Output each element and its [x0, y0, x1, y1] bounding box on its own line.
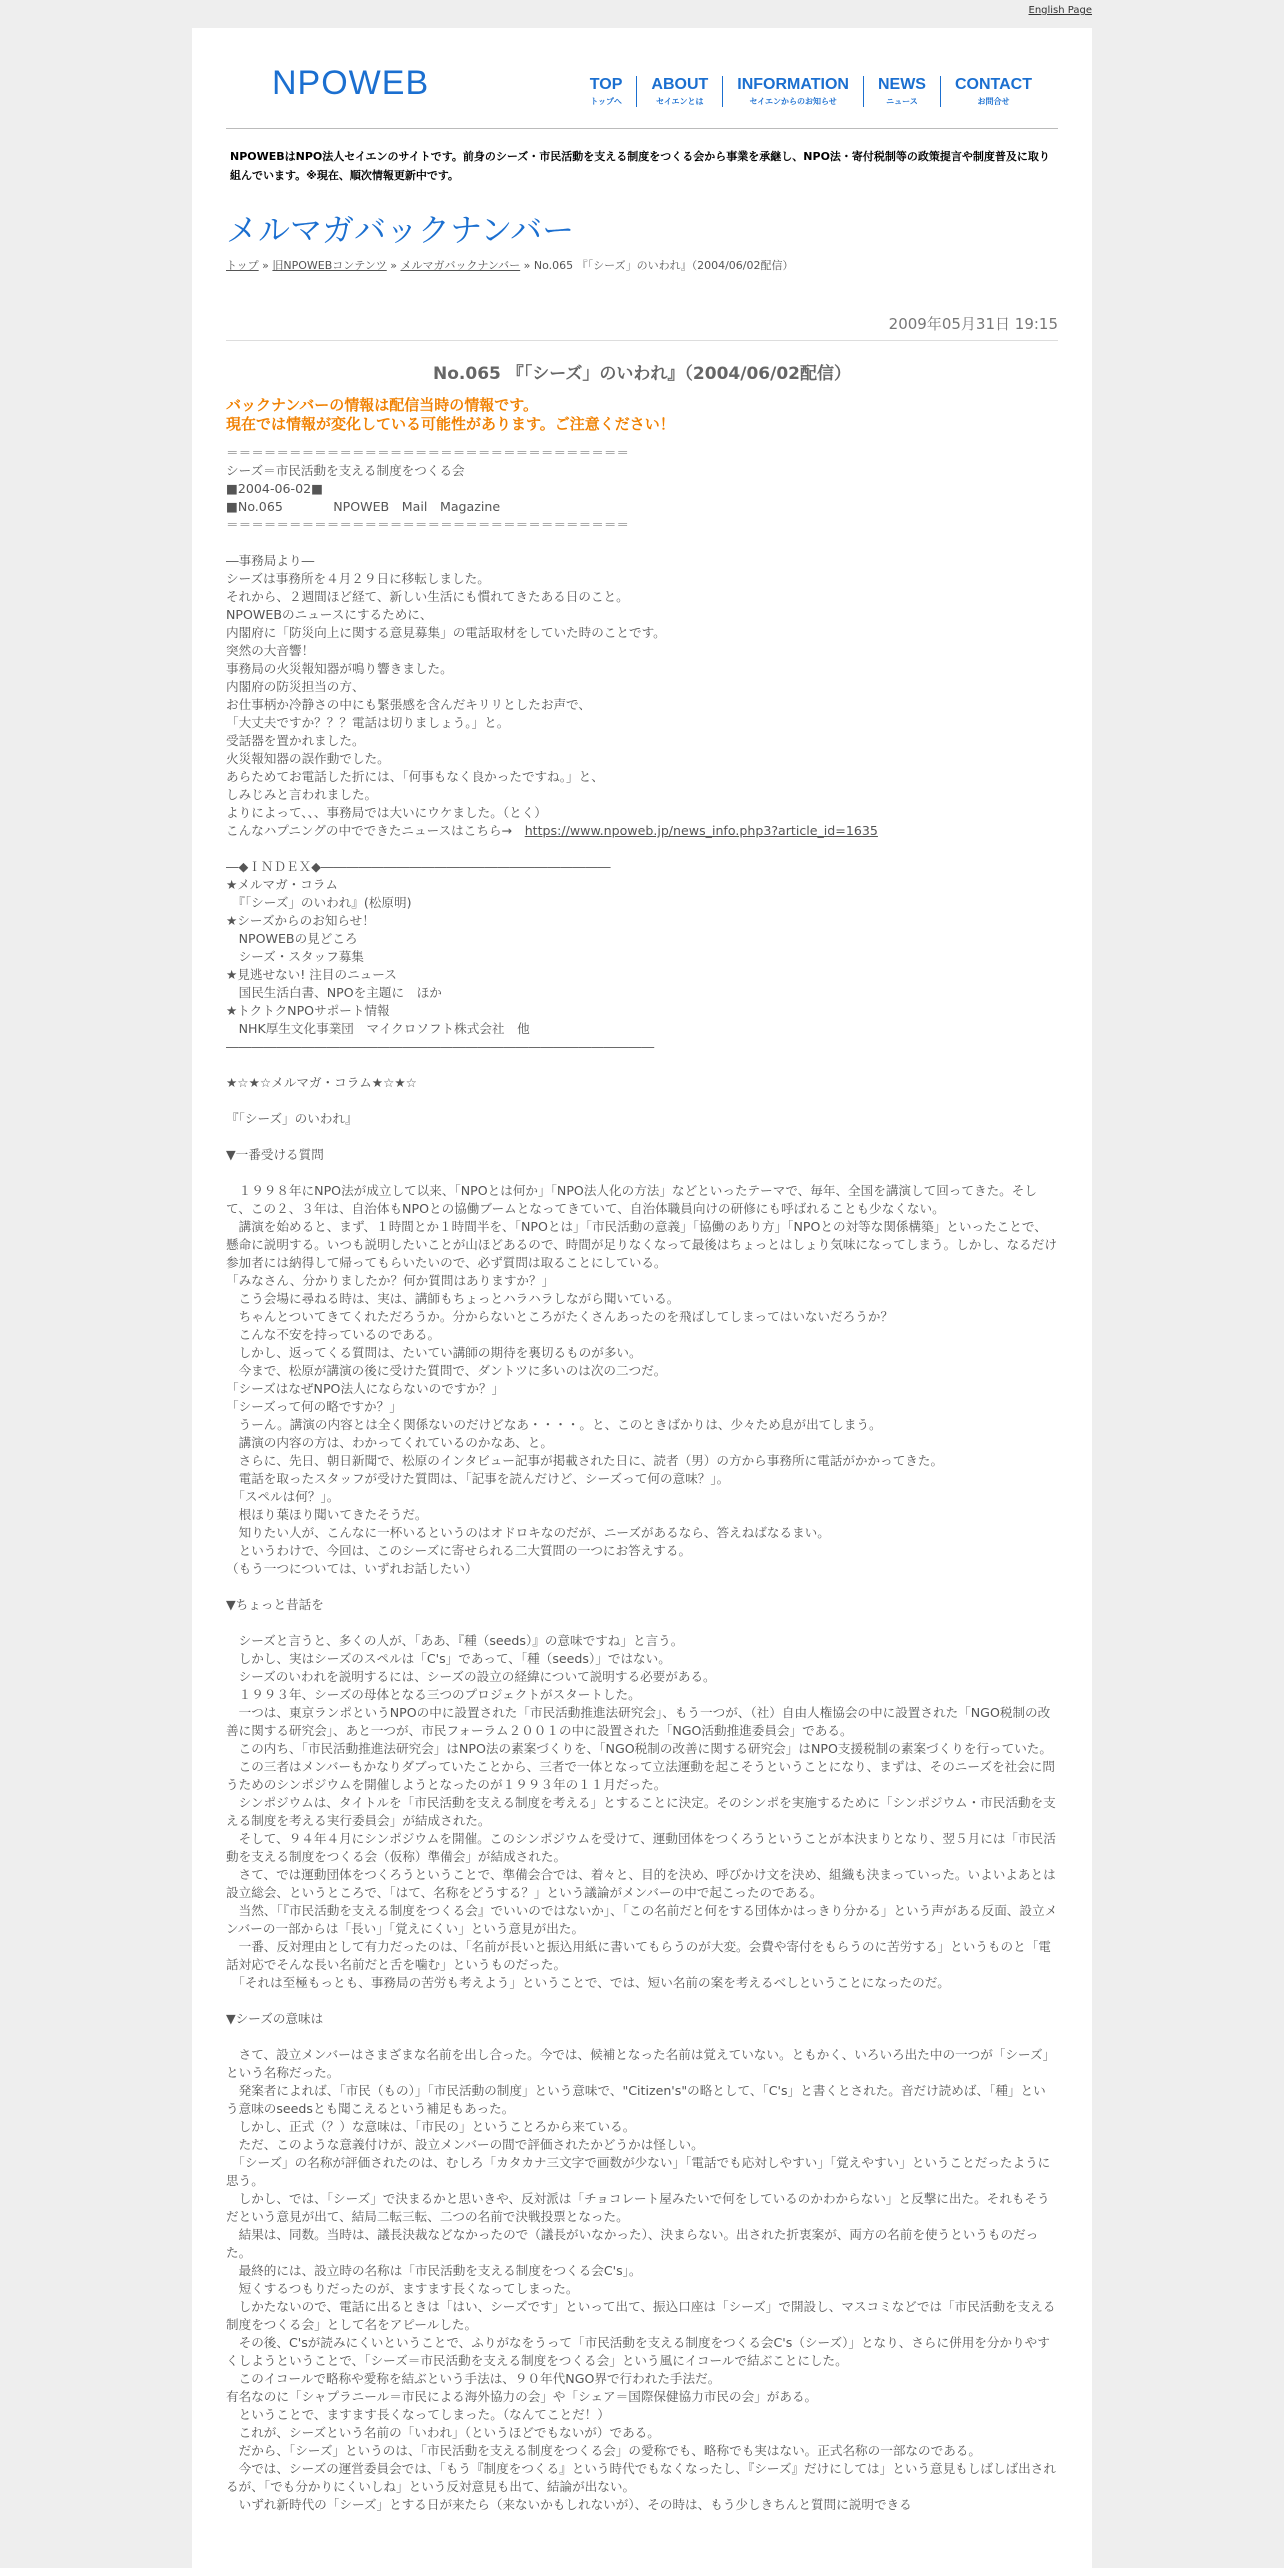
text-line: 「スペルは何？」。: [226, 1489, 340, 1504]
text-line: 知りたい人が、こんなに一杯いるというのはオドロキなのだが、ニーズがあるなら、答えねばなるまい。: [226, 1525, 830, 1540]
text-line: このイコールで略称や愛称を結ぶという手法は、９０年代NGO界で行われた手法だ。: [226, 2371, 721, 2386]
nav-contact[interactable]: [940, 76, 1046, 107]
main-nav: [576, 76, 1046, 107]
text-line: 一番、反対理由として有力だったのは、「名前が長いと振込用紙に書いてもらうのが大変。会費や寄付をもらうのに苦労する」というものと「電話対応でそんな長い名前だと舌を噛む」というものだった。: [226, 1939, 1051, 1972]
breadcrumb-sep: »: [386, 259, 401, 272]
text-line: 有名なのに「シャプラニール＝市民による海外協力の会」や「シェア＝国際保健協力市民の会」がある。: [226, 2389, 818, 2404]
text-line: しかし、正式（？）な意味は、「市民の」ということろから来ている。: [226, 2119, 636, 2134]
text-line: 最終的には、設立時の名称は「市民活動を支える制度をつくる会C's」。: [226, 2263, 642, 2278]
text-line: 短くするつもりだったのが、ますます長くなってしまった。: [226, 2281, 579, 2296]
text-line: いずれ新時代の「シーズ」とする日が来たら（来ないかもしれないが）、その時は、もう少しきちんと質問に説明できる: [226, 2497, 912, 2512]
text-line: ★トクトクNPOサポート情報: [226, 1003, 390, 1018]
column-heading: ★☆★☆メルマガ・コラム★☆★☆: [226, 1075, 417, 1090]
text-line: 突然の大音響！: [226, 643, 315, 658]
text-line: 講演を始めると、まず、１時間とか１時間半を、「NPOとは」「市民活動の意義」「協働のあり方」「NPOとの対等な関係構築」といったことで、懸命に説明する。いつも説明したいことが山ほどあるので、時間が足りなくなって最後はちょっとはしょり気味になってしまう。しかし、なるだけ参加者には納得して帰ってもらいたいので、必ず質問は取ることにしている。: [226, 1219, 1057, 1270]
text-line: 事務局の火災報知器が鳴り響きました。: [226, 661, 453, 676]
text-line: しかし、返ってくる質問は、たいてい講師の期待を裏切るものが多い。: [226, 1345, 642, 1360]
text-line: NHK厚生文化事業団 マイクロソフト株式会社 他: [226, 1021, 530, 1036]
text-line: 『「シーズ」のいわれ』(松原明): [226, 895, 412, 910]
text-line: 「大丈夫ですか？？？電話は切りましょう。」と。: [226, 715, 510, 730]
text-line: 根ほり葉ほり聞いてきたそうだ。: [226, 1507, 428, 1522]
text-line: この三者はメンバーもかなりダブっていたことから、三者で一体となって立法運動を起こそうということになり、まずは、そのニーズを社会に問うためのシンポジウムを開催しようとなったのが１９９３年の１１月だった。: [226, 1759, 1055, 1792]
breadcrumb: [226, 257, 1058, 273]
text-line: ★見逃せない! 注目のニュース: [226, 967, 397, 982]
warning-line-2: 現在では情報が変化している可能性があります。ご注意ください！: [226, 415, 675, 433]
news-article-link[interactable]: https://www.npoweb.jp/news_info.php3?article_id=1635: [524, 823, 878, 838]
text-line: ―事務局より―: [226, 553, 315, 568]
top-bar: [0, 0, 1284, 30]
text-line: １９９８年にNPO法が成立して以来、「NPOとは何か」「NPO法人化の方法」などといったテーマで、毎年、全国を講演して回ってきた。そして、この２、３年は、自治体もNPOとの協働ブームとなってきていて、自治体職員向けの研修にも呼ばれることも少なくない。: [226, 1183, 1037, 1216]
text-line: うーん。講演の内容とは全く関係ないのだけどなあ・・・・。と、このときばかりは、少々ため息が出てしまう。: [226, 1417, 882, 1432]
text-line: シーズと言うと、多くの人が、「ああ、『種（seeds）』の意味ですね」と言う。: [226, 1633, 684, 1648]
text-line: ちゃんとついてきてくれただろうか。分からないところがたくさんあったのを飛ばしてしまってはいないだろうか？: [226, 1309, 894, 1324]
text-line: しかし、実はシーズのスペルは「C's」であって、「種（seeds）」ではない。: [226, 1651, 671, 1666]
text-line: しかし、では、「シーズ」で決まるかと思いきや、反対派は「チョコレート屋みたいで何をしているのかわからない」と反撃に出た。それもそうだという意見が出て、結局二転三転、二つの名前で決戦投票となった。: [226, 2191, 1050, 2224]
nav-about-label: ABOUT: [651, 76, 709, 93]
text-line: シーズのいわれを説明するには、シーズの設立の経緯について説明する必要がある。: [226, 1669, 716, 1684]
breadcrumb-sep: »: [258, 259, 273, 272]
text-line: ＝＝＝＝＝＝＝＝＝＝＝＝＝＝＝＝＝＝＝＝＝＝＝＝＝＝＝＝＝＝＝＝: [226, 445, 629, 460]
text-line: これが、シーズという名前の「いわれ」（というほどでもないが）である。: [226, 2425, 660, 2440]
text-line: 「シーズって何の略ですか？」: [226, 1399, 402, 1414]
section-heading: ▼一番受ける質問: [226, 1147, 324, 1162]
text-line: ★シーズからのお知らせ！: [226, 913, 375, 928]
site-header: [226, 28, 1058, 129]
text-line: さらに、先日、朝日新聞で、松原のインタビュー記事が掲載された日に、読者（男）の方から事務所に電話がかかってきた。: [226, 1453, 944, 1468]
mail-header: [226, 444, 1058, 534]
text-line: 内閣府の防災担当の方、: [226, 679, 365, 694]
text-line: ということで、ますます長くなってしまった。（なんてことだ！）: [226, 2407, 610, 2422]
happening-text: こんなハプニングの中でできたニュースはこちら→: [226, 823, 525, 838]
text-line: さて、では運動団体をつくろうということで、準備会合では、着々と、目的を決め、呼びかけ文を決め、組織も決まっていった。いよいよあとは設立総会、というところで、「はて、名称をどうする？」という議論がメンバーの中で起こったのである。: [226, 1867, 1056, 1900]
section-heading: ▼ちょっと昔話を: [226, 1597, 324, 1612]
text-line: さて、設立メンバーはさまざまな名前を出し合った。今では、候補となった名前は覚えていない。ともかく、いろいろ出た中の一つが「シーズ」という名称だった。: [226, 2047, 1056, 2080]
site-intro: NPOWEBはNPO法人セイエンのサイトです。前身のシーズ・市民活動を支える制度をつくる会から事業を承継し、NPO法・寄付税制等の政策提言や制度普及に取り組んでいます。※現在、順次情報更新中です。: [230, 150, 1050, 182]
happening-line: [226, 822, 1058, 840]
text-line: NPOWEBの見どころ: [226, 931, 358, 946]
text-line: しみじみと言われました。: [226, 787, 378, 802]
text-line: ■No.065 NPOWEB Mail Magazine: [226, 499, 501, 514]
text-line: この内ち、「市民活動推進法研究会」はNPO法の素案づくりを、「NGO税制の改善に関する研究会」はNPO支援税制の素案づくりを行っていた。: [226, 1741, 1052, 1756]
breadcrumb-top[interactable]: トップ: [226, 259, 259, 272]
text-line: 講演の内容の方は、わかってくれているのかなあ、と。: [226, 1435, 553, 1450]
nav-top[interactable]: [576, 76, 637, 107]
text-line: お仕事柄か冷静さの中にも緊張感を含んだキリリとしたお声で、: [226, 697, 591, 712]
page-title: メルマガバックナンバー: [226, 212, 575, 248]
nav-news-sub: ニュース: [886, 97, 918, 106]
english-page-link[interactable]: English Page: [1028, 5, 1092, 16]
text-line: その後、C'sが読みにくいということで、ふりがなをうって「市民活動を支える制度をつくる会C's（シーズ）」となり、さらに併用を分かりやすくしようということで、「シーズ＝市民活動を支える制度をつくる会」という風にイコールで結ぶことにした。: [226, 2335, 1050, 2368]
nav-information[interactable]: [722, 76, 863, 107]
text-line: 発案者によれば、「市民（もの）」「市民活動の制度」という意味で、"Citizen's"の略として、「C's」と書くとされた。音だけ読めば、「種」という意味のseedsとも聞こえるという補足もあった。: [226, 2083, 1046, 2116]
breadcrumb-current: No.065 『「シーズ」のいわれ』（2004/06/02配信）: [533, 259, 794, 272]
text-line: ――――――――――――――――――――――――――――――――――: [226, 1039, 655, 1054]
text-line: 今では、シーズの運営委員会では、「もう『制度をつくる』という時代でもなくなったし、『シーズ』だけにしては」という意見もしばしば出されるが、「でも分かりにくいしね」という反対意見も出て、結論が出ない。: [226, 2461, 1056, 2494]
text-line: 今まで、松原が講演の後に受けた質問で、ダントツに多いのは次の二つだ。: [226, 1363, 667, 1378]
nav-information-sub: セイエンからのお知らせ: [749, 97, 837, 106]
text-line: だから、「シーズ」というのは、「市民活動を支える制度をつくる会」の愛称でも、略称でも実はない。正式名称の一部なのである。: [226, 2443, 981, 2458]
text-line: 「みなさん、分かりましたか？何か質問はありますか？」: [226, 1273, 555, 1288]
nav-top-label: TOP: [589, 76, 623, 93]
text-line: 電話を取ったスタッフが受けた質問は、「記事を読んだけど、シーズって何の意味？」。: [226, 1471, 730, 1486]
text-line: 「シーズ」の名称が評価されたのは、むしろ「カタカナ三文字で画数が少ない」「電話でも応対しやすい」「覚えやすい」ということだったように思う。: [226, 2155, 1051, 2188]
section-heading: ▼シーズの意味は: [226, 2011, 324, 2026]
text-line: そして、９４年４月にシンポジウムを開催。このシンポジウムを受けて、運動団体をつくろうということが本決まりとなり、翌５月には「市民活動を支える制度をつくる会（仮称）準備会」が結成された。: [226, 1831, 1056, 1864]
section-1-body: [226, 1182, 1058, 1578]
nav-news-label: NEWS: [877, 76, 926, 93]
text-line: ■2004-06-02■: [226, 481, 323, 496]
post-datetime: 2009年05月31日 19:15: [226, 313, 1058, 341]
text-line: こう会場に尋ねる時は、実は、講師もちょっとハラハラしながら聞いている。: [226, 1291, 680, 1306]
text-line: よりによって、、、事務局では大いにウケました。（とく）: [226, 805, 547, 820]
article-title: No.065 『「シーズ」のいわれ』（2004/06/02配信）: [433, 364, 851, 384]
office-note: [226, 552, 1058, 822]
text-line: 「シーズはなぜNPO法人にならないのですか？」: [226, 1381, 505, 1396]
text-line: あらためてお電話した折には、「何事もなく良かったですね。」と、: [226, 769, 604, 784]
nav-news[interactable]: [863, 76, 940, 107]
site-logo[interactable]: NPOWEB: [272, 64, 430, 102]
breadcrumb-sep: »: [520, 259, 534, 272]
text-line: １９９３年、シーズの母体となる三つのプロジェクトがスタートした。: [226, 1687, 641, 1702]
text-line: シーズ・スタッフ募集: [226, 949, 364, 964]
article-body: [226, 444, 1058, 2514]
text-line: こんな不安を持っているのである。: [226, 1327, 441, 1342]
breadcrumb-backnumber[interactable]: メルマガバックナンバー: [400, 259, 521, 272]
text-line: （もう一つについては、いずれお話したい）: [226, 1561, 478, 1576]
nav-top-sub: トップへ: [590, 97, 622, 106]
column-title: 『「シーズ」のいわれ』: [226, 1111, 358, 1126]
breadcrumb-old-content[interactable]: 旧NPOWEBコンテンツ: [272, 259, 387, 272]
nav-information-label: INFORMATION: [737, 76, 849, 93]
nav-contact-sub: お問合せ: [977, 97, 1010, 106]
text-line: ★メルマガ・コラム: [226, 877, 338, 892]
text-line: ＝＝＝＝＝＝＝＝＝＝＝＝＝＝＝＝＝＝＝＝＝＝＝＝＝＝＝＝＝＝＝＝: [226, 517, 629, 532]
text-line: 国民生活白書、NPOを主題に ほか: [226, 985, 442, 1000]
text-line: しかたないので、電話に出るときは「はい、シーズです」といって出て、振込口座は「シーズ」で開設し、マスコミなどでは「市民活動を支える制度をつくる会」として名をアピールした。: [226, 2299, 1056, 2332]
text-line: というわけで、今回は、このシーズに寄せられる二大質問の一つにお答えする。: [226, 1543, 692, 1558]
warning-line-1: バックナンバーの情報は配信当時の情報です。: [226, 396, 539, 414]
text-line: ―◆ＩＮＤＥＸ◆―――――――――――――――――――――――: [226, 859, 611, 874]
section-3-body: [226, 2046, 1058, 2514]
nav-contact-label: CONTACT: [954, 76, 1032, 93]
text-line: シーズ＝市民活動を支える制度をつくる会: [226, 463, 465, 478]
text-line: 「それは至極もっとも、事務局の苦労も考えよう」ということで、では、短い名前の案を考えるべしということになったのだ。: [226, 1975, 950, 1990]
text-line: 一つは、東京ランポというNPOの中に設置された「市民活動推進法研究会」、もう一つが、（社）自由人権協会の中に設置された「NGO税制の改善に関する研究会」、あと一つが、市民フォーラム２００１の中に設置された「NGO活動推進委員会」である。: [226, 1705, 1051, 1738]
text-line: 内閣府に「防災向上に関する意見募集」の電話取材をしていた時のことです。: [226, 625, 666, 640]
text-line: ただ、このような意義付けが、設立メンバーの間で評価されたかどうかは怪しい。: [226, 2137, 704, 2152]
text-line: 当然、「『市民活動を支える制度をつくる会』でいいのではないか」、「この名前だと何をする団体かはっきり分かる」という声がある反面、設立メンバーの一部からは「長い」「覚えにくい」という意見が出た。: [226, 1903, 1058, 1936]
nav-about[interactable]: [636, 76, 722, 107]
page-container: [192, 28, 1092, 2568]
text-line: 受話器を置かれました。: [226, 733, 365, 748]
text-line: 火災報知器の誤作動でした。: [226, 751, 390, 766]
nav-about-sub: セイエンとは: [656, 97, 704, 106]
index-block: [226, 858, 1058, 1056]
section-2-body: [226, 1632, 1058, 1992]
text-line: シーズは事務所を４月２９日に移転しました。: [226, 571, 490, 586]
text-line: それから、２週間ほど経て、新しい生活にも慣れてきたある日のこと。: [226, 589, 629, 604]
text-line: NPOWEBのニュースにするために、: [226, 607, 433, 622]
text-line: シンポジウムは、タイトルを「市民活動を支える制度を考える」とすることに決定。そのシンポを実施するために「シンポジウム・市民活動を支える制度を考える実行委員会」が結成された。: [226, 1795, 1056, 1828]
text-line: 結果は、同数。当時は、議長決裁などなかったので（議長がいなかった）、決まらない。出された折衷案が、両方の名前を使うというものだった。: [226, 2227, 1039, 2260]
